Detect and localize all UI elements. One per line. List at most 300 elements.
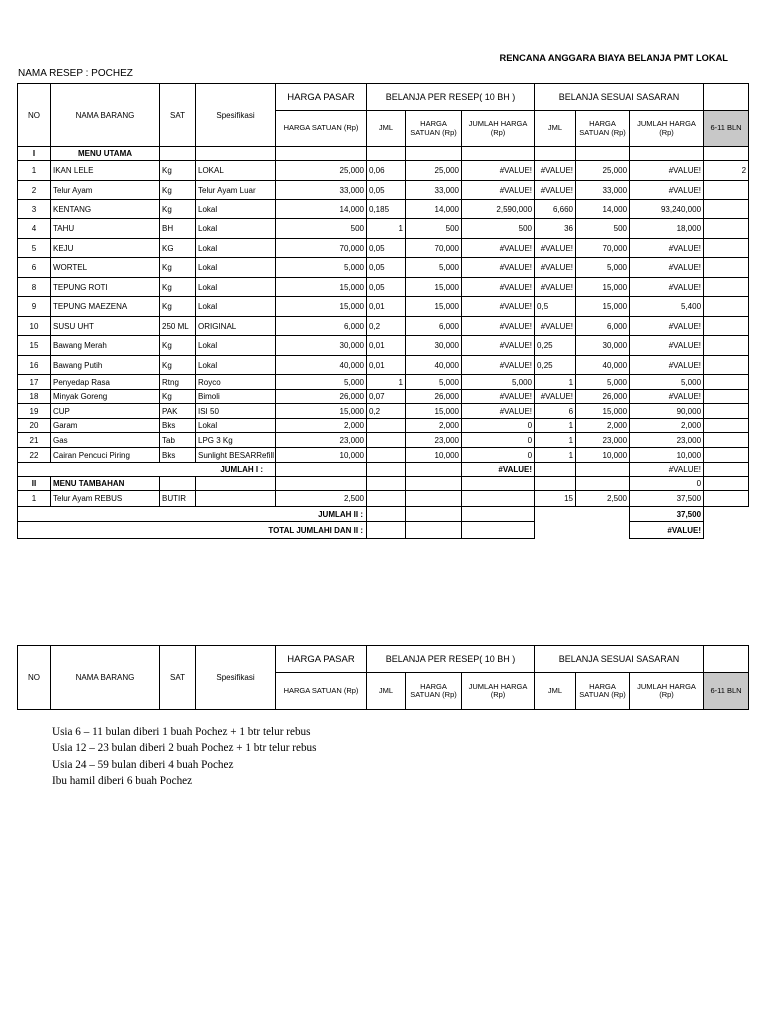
cell-harga-satuan-pasar: 14,000	[276, 200, 367, 219]
cell-usia-6-11-bln	[704, 181, 749, 200]
cell-jumlah-harga-sasaran: #VALUE!	[630, 239, 704, 258]
cell-jumlah-harga-sasaran: #VALUE!	[630, 356, 704, 375]
col-header-age-group: 6-11 BLN	[704, 111, 749, 147]
col-header-belanja-per-resep: BELANJA PER RESEP( 10 BH )	[367, 84, 535, 111]
empty-cell-spesifikasi	[196, 147, 276, 161]
cell-harga-satuan-pasar: 40,000	[276, 356, 367, 375]
cell-harga-satuan-pasar: 2,500	[276, 491, 367, 507]
cell-nama-barang: IKAN LELE	[51, 161, 160, 181]
cell-jml-sasaran: #VALUE!	[535, 239, 576, 258]
header-row-top	[18, 646, 749, 673]
cell-no: 18	[18, 390, 51, 404]
item-row	[18, 336, 749, 356]
total-row	[18, 522, 749, 539]
cell-nama-barang: Garam	[51, 419, 160, 433]
cell-harga-satuan-sasaran: 70,000	[576, 239, 630, 258]
empty-cell-spesifikasi	[196, 477, 276, 491]
cell-harga-satuan-sasaran: 40,000	[576, 356, 630, 375]
cell-harga-satuan-sasaran: 14,000	[576, 200, 630, 219]
cell-jml-resep: 1	[367, 375, 406, 390]
cell-harga-satuan-pasar: 15,000	[276, 278, 367, 297]
item-row	[18, 278, 749, 297]
cell-nama-barang: Gas	[51, 433, 160, 448]
cell-jml-resep: 0,05	[367, 181, 406, 200]
cell-jumlah-harga-sasaran: 5,000	[630, 375, 704, 390]
total-row-jumlah-harga-sasaran: #VALUE!	[630, 522, 704, 539]
cell-nama-barang: TEPUNG MAEZENA	[51, 297, 160, 317]
cell-no: 20	[18, 419, 51, 433]
section-number: II	[18, 477, 51, 491]
cell-jumlah-harga-resep: #VALUE!	[462, 390, 535, 404]
cell-harga-satuan-pasar: 33,000	[276, 181, 367, 200]
cell-spesifikasi: Lokal	[196, 356, 276, 375]
cell-harga-satuan-sasaran: 33,000	[576, 181, 630, 200]
empty-cell-harga-satuan-resep	[406, 477, 462, 491]
cell-nama-barang: Bawang Merah	[51, 336, 160, 356]
cell-spesifikasi: Sunlight BESARRefill	[196, 448, 276, 463]
col-header-spesifikasi: Spesifikasi	[196, 646, 276, 710]
cell-harga-satuan-pasar: 30,000	[276, 336, 367, 356]
cell-jml-sasaran: 1	[535, 448, 576, 463]
subtotal-jumlah-harga-resep: #VALUE!	[462, 463, 535, 477]
cell-no: 15	[18, 336, 51, 356]
empty-cell-jml-resep	[367, 147, 406, 161]
cell-harga-satuan-resep: 5,000	[406, 258, 462, 278]
empty-cell-jumlah-harga-resep	[462, 147, 535, 161]
cell-nama-barang: KEJU	[51, 239, 160, 258]
cell-usia-6-11-bln: 2	[704, 161, 749, 181]
cell-nama-barang: KENTANG	[51, 200, 160, 219]
cell-nama-barang: CUP	[51, 404, 160, 419]
cell-harga-satuan-sasaran: 15,000	[576, 297, 630, 317]
section-label: MENU UTAMA	[51, 147, 160, 161]
cell-usia-6-11-bln	[704, 278, 749, 297]
empty-header-cell	[704, 84, 749, 111]
empty-cell-usia-6-11-bln	[704, 463, 749, 477]
cell-usia-6-11-bln	[704, 297, 749, 317]
col-header-jumlah-harga-sasaran: JUMLAH HARGA (Rp)	[630, 673, 704, 710]
cell-usia-6-11-bln	[704, 258, 749, 278]
cell-jumlah-harga-sasaran: 93,240,000	[630, 200, 704, 219]
cell-sat: Kg	[160, 356, 196, 375]
cell-jumlah-harga-resep: 5,000	[462, 375, 535, 390]
cell-jumlah-harga-sasaran: #VALUE!	[630, 390, 704, 404]
section-label: MENU TAMBAHAN	[51, 477, 160, 491]
subtotal-label: JUMLAH I :	[18, 463, 276, 477]
item-row	[18, 219, 749, 239]
item-row	[18, 433, 749, 448]
empty-cell-harga-satuan-resep	[406, 522, 462, 539]
empty-cell-harga-satuan-sasaran	[576, 507, 630, 522]
cell-spesifikasi: Lokal	[196, 200, 276, 219]
cell-nama-barang: Cairan Pencuci Piring	[51, 448, 160, 463]
empty-cell-sat	[160, 477, 196, 491]
cell-spesifikasi: ISI 50	[196, 404, 276, 419]
cell-harga-satuan-resep: 26,000	[406, 390, 462, 404]
col-header-harga-satuan-pasar: HARGA SATUAN (Rp)	[276, 111, 367, 147]
cell-usia-6-11-bln	[704, 491, 749, 507]
cell-harga-satuan-sasaran: 6,000	[576, 317, 630, 336]
empty-cell-usia-6-11-bln	[704, 507, 749, 522]
cell-no: 10	[18, 317, 51, 336]
col-header-harga-satuan-sasaran: HARGA SATUAN (Rp)	[576, 673, 630, 710]
col-header-jml-sasaran: JML	[535, 673, 576, 710]
col-header-sat: SAT	[160, 646, 196, 710]
item-row	[18, 356, 749, 375]
subtotal-row-jumlah-harga-sasaran: 37,500	[630, 507, 704, 522]
cell-harga-satuan-sasaran: 26,000	[576, 390, 630, 404]
col-header-jumlah-harga-sasaran: JUMLAH HARGA (Rp)	[630, 111, 704, 147]
empty-cell-jumlah-harga-sasaran	[630, 147, 704, 161]
cell-jumlah-harga-resep: #VALUE!	[462, 161, 535, 181]
cell-jumlah-harga-sasaran: 90,000	[630, 404, 704, 419]
empty-cell-jml-sasaran	[535, 522, 576, 539]
cell-sat: Kg	[160, 161, 196, 181]
cell-harga-satuan-resep: 40,000	[406, 356, 462, 375]
cell-usia-6-11-bln	[704, 375, 749, 390]
item-row	[18, 297, 749, 317]
cell-harga-satuan-pasar: 25,000	[276, 161, 367, 181]
cell-jumlah-harga-resep: #VALUE!	[462, 181, 535, 200]
cell-jml-sasaran: #VALUE!	[535, 278, 576, 297]
empty-cell-jml-sasaran	[535, 463, 576, 477]
cell-no: 6	[18, 258, 51, 278]
cell-jml-sasaran: 0,5	[535, 297, 576, 317]
empty-header-cell	[704, 646, 749, 673]
cell-jumlah-harga-resep: #VALUE!	[462, 317, 535, 336]
budget-table	[17, 83, 749, 539]
cell-harga-satuan-sasaran: 5,000	[576, 375, 630, 390]
col-header-jml-sasaran: JML	[535, 111, 576, 147]
cell-no: 1	[18, 161, 51, 181]
cell-harga-satuan-pasar: 26,000	[276, 390, 367, 404]
col-header-harga-satuan-pasar: HARGA SATUAN (Rp)	[276, 673, 367, 710]
col-header-nama-barang: NAMA BARANG	[51, 84, 160, 147]
cell-harga-satuan-resep: 500	[406, 219, 462, 239]
cell-sat: Kg	[160, 278, 196, 297]
cell-harga-satuan-pasar: 2,000	[276, 419, 367, 433]
item-row	[18, 491, 749, 507]
cell-harga-satuan-resep: 70,000	[406, 239, 462, 258]
col-header-jumlah-harga-resep: JUMLAH HARGA (Rp)	[462, 673, 535, 710]
empty-cell-jml-resep	[367, 477, 406, 491]
cell-nama-barang: TEPUNG ROTI	[51, 278, 160, 297]
col-header-jml-resep: JML	[367, 111, 406, 147]
cell-harga-satuan-resep: 6,000	[406, 317, 462, 336]
cell-jml-sasaran: 15	[535, 491, 576, 507]
subtotal-row	[18, 507, 749, 522]
cell-jumlah-harga-resep: 0	[462, 448, 535, 463]
empty-cell-jml-sasaran	[535, 477, 576, 491]
cell-jml-resep: 0,05	[367, 278, 406, 297]
empty-cell-jml-sasaran	[535, 507, 576, 522]
cell-nama-barang: WORTEL	[51, 258, 160, 278]
cell-harga-satuan-sasaran: 2,000	[576, 419, 630, 433]
cell-nama-barang: Minyak Goreng	[51, 390, 160, 404]
cell-sat: Bks	[160, 419, 196, 433]
cell-jumlah-harga-resep	[462, 491, 535, 507]
item-row	[18, 258, 749, 278]
cell-harga-satuan-pasar: 6,000	[276, 317, 367, 336]
cell-jml-resep	[367, 448, 406, 463]
col-header-belanja-sesuai-sasaran: BELANJA SESUAI SASARAN	[535, 646, 704, 673]
cell-no: 1	[18, 491, 51, 507]
empty-cell-jml-sasaran	[535, 147, 576, 161]
cell-jml-resep	[367, 433, 406, 448]
cell-spesifikasi: LPG 3 Kg	[196, 433, 276, 448]
cell-harga-satuan-pasar: 15,000	[276, 404, 367, 419]
cell-jml-sasaran: 1	[535, 433, 576, 448]
note-line: Usia 24 – 59 bulan diberi 4 buah Pochez	[52, 758, 234, 771]
cell-harga-satuan-sasaran: 23,000	[576, 433, 630, 448]
item-row	[18, 239, 749, 258]
cell-jml-sasaran: 0,25	[535, 356, 576, 375]
cell-no: 22	[18, 448, 51, 463]
cell-harga-satuan-resep: 2,000	[406, 419, 462, 433]
cell-no: 17	[18, 375, 51, 390]
note-line: Usia 6 – 11 bulan diberi 1 buah Pochez + 1 btr telur rebus	[52, 726, 311, 738]
cell-jumlah-harga-resep: #VALUE!	[462, 404, 535, 419]
cell-sat: BUTIR	[160, 491, 196, 507]
section-row	[18, 147, 749, 161]
cell-harga-satuan-resep: 15,000	[406, 297, 462, 317]
cell-jml-resep: 0,01	[367, 356, 406, 375]
empty-cell-jml-resep	[367, 522, 406, 539]
table-body	[18, 147, 749, 539]
cell-jml-resep: 0,2	[367, 404, 406, 419]
table-header	[18, 84, 749, 147]
cell-harga-satuan-resep: 30,000	[406, 336, 462, 356]
empty-cell-jumlah-harga-resep	[462, 477, 535, 491]
document-title: RENCANA ANGGARA BIAYA BELANJA PMT LOKAL	[499, 53, 728, 63]
subtotal-row-label: JUMLAH II :	[18, 507, 367, 522]
cell-spesifikasi: Telur Ayam Luar	[196, 181, 276, 200]
recipe-name: NAMA RESEP : POCHEZ	[18, 68, 133, 79]
empty-cell-harga-satuan-sasaran	[576, 147, 630, 161]
col-header-spesifikasi: Spesifikasi	[196, 84, 276, 147]
cell-spesifikasi: Lokal	[196, 419, 276, 433]
cell-jml-sasaran: 1	[535, 375, 576, 390]
cell-jumlah-harga-sasaran: 23,000	[630, 433, 704, 448]
col-header-harga-satuan-sasaran: HARGA SATUAN (Rp)	[576, 111, 630, 147]
cell-jml-resep: 0,2	[367, 317, 406, 336]
item-row	[18, 375, 749, 390]
cell-sat: Rtng	[160, 375, 196, 390]
empty-cell-jumlah-harga-resep	[462, 522, 535, 539]
subtotal-row	[18, 463, 749, 477]
cell-usia-6-11-bln	[704, 239, 749, 258]
empty-cell-harga-satuan-pasar	[276, 463, 367, 477]
cell-sat: Tab	[160, 433, 196, 448]
cell-jumlah-harga-resep: 500	[462, 219, 535, 239]
cell-nama-barang: TAHU	[51, 219, 160, 239]
cell-jml-resep: 1	[367, 219, 406, 239]
empty-cell-usia-6-11-bln	[704, 147, 749, 161]
cell-sat: PAK	[160, 404, 196, 419]
cell-sat: KG	[160, 239, 196, 258]
cell-harga-satuan-sasaran: 10,000	[576, 448, 630, 463]
cell-jumlah-harga-sasaran: #VALUE!	[630, 258, 704, 278]
cell-harga-satuan-resep: 15,000	[406, 404, 462, 419]
cell-sat: Kg	[160, 390, 196, 404]
cell-no: 19	[18, 404, 51, 419]
cell-jml-resep	[367, 419, 406, 433]
cell-jml-resep: 0,07	[367, 390, 406, 404]
empty-cell-harga-satuan-sasaran	[576, 477, 630, 491]
cell-jml-resep: 0,01	[367, 336, 406, 356]
cell-sat: Bks	[160, 448, 196, 463]
cell-spesifikasi	[196, 491, 276, 507]
note-line: Ibu hamil diberi 6 buah Pochez	[52, 775, 193, 788]
cell-jml-sasaran: #VALUE!	[535, 161, 576, 181]
cell-jumlah-harga-sasaran: 37,500	[630, 491, 704, 507]
cell-jumlah-harga-resep: 0	[462, 419, 535, 433]
cell-jumlah-harga-sasaran: 5,400	[630, 297, 704, 317]
cell-harga-satuan-sasaran: 15,000	[576, 404, 630, 419]
col-header-no: NO	[18, 646, 51, 710]
cell-harga-satuan-sasaran: 30,000	[576, 336, 630, 356]
cell-harga-satuan-resep: 15,000	[406, 278, 462, 297]
empty-cell-jumlah-harga-resep	[462, 507, 535, 522]
cell-spesifikasi: ORIGINAL	[196, 317, 276, 336]
cell-spesifikasi: Lokal	[196, 239, 276, 258]
cell-sat: Kg	[160, 258, 196, 278]
cell-usia-6-11-bln	[704, 356, 749, 375]
empty-cell-harga-satuan-resep	[406, 463, 462, 477]
cell-harga-satuan-pasar: 70,000	[276, 239, 367, 258]
cell-usia-6-11-bln	[704, 390, 749, 404]
cell-jumlah-harga-sasaran: 10,000	[630, 448, 704, 463]
cell-usia-6-11-bln	[704, 433, 749, 448]
item-row	[18, 390, 749, 404]
section-number: I	[18, 147, 51, 161]
cell-sat: Kg	[160, 181, 196, 200]
cell-harga-satuan-pasar: 500	[276, 219, 367, 239]
cell-usia-6-11-bln	[704, 419, 749, 433]
cell-harga-satuan-pasar: 10,000	[276, 448, 367, 463]
cell-jumlah-harga-sasaran: #VALUE!	[630, 336, 704, 356]
cell-spesifikasi: Lokal	[196, 258, 276, 278]
cell-jumlah-harga-sasaran: #VALUE!	[630, 317, 704, 336]
cell-spesifikasi: Lokal	[196, 297, 276, 317]
cell-no: 9	[18, 297, 51, 317]
cell-nama-barang: Telur Ayam REBUS	[51, 491, 160, 507]
cell-nama-barang: Bawang Putih	[51, 356, 160, 375]
cell-sat: Kg	[160, 200, 196, 219]
empty-cell-harga-satuan-sasaran	[576, 522, 630, 539]
cell-usia-6-11-bln	[704, 448, 749, 463]
cell-harga-satuan-resep: 14,000	[406, 200, 462, 219]
cell-jml-sasaran: #VALUE!	[535, 181, 576, 200]
cell-jml-resep: 0,05	[367, 239, 406, 258]
cell-jml-resep: 0,01	[367, 297, 406, 317]
cell-jumlah-harga-resep: #VALUE!	[462, 258, 535, 278]
table-header	[18, 646, 749, 710]
cell-spesifikasi: Lokal	[196, 219, 276, 239]
cell-nama-barang: SUSU UHT	[51, 317, 160, 336]
cell-jml-sasaran: 6,660	[535, 200, 576, 219]
cell-sat: 250 ML	[160, 317, 196, 336]
item-row	[18, 448, 749, 463]
empty-cell-harga-satuan-pasar	[276, 477, 367, 491]
empty-cell-harga-satuan-resep	[406, 507, 462, 522]
cell-no: 4	[18, 219, 51, 239]
cell-harga-satuan-resep: 23,000	[406, 433, 462, 448]
cell-jumlah-harga-sasaran: #VALUE!	[630, 278, 704, 297]
cell-nama-barang: Telur Ayam	[51, 181, 160, 200]
cell-spesifikasi: Lokal	[196, 278, 276, 297]
cell-harga-satuan-resep: 5,000	[406, 375, 462, 390]
item-row	[18, 161, 749, 181]
cell-jumlah-harga-resep: #VALUE!	[462, 239, 535, 258]
cell-harga-satuan-resep	[406, 491, 462, 507]
cell-jumlah-harga-resep: #VALUE!	[462, 297, 535, 317]
cell-harga-satuan-pasar: 5,000	[276, 258, 367, 278]
cell-harga-satuan-pasar: 23,000	[276, 433, 367, 448]
cell-no: 16	[18, 356, 51, 375]
header-row-top	[18, 84, 749, 111]
cell-harga-satuan-sasaran: 25,000	[576, 161, 630, 181]
item-row	[18, 317, 749, 336]
cell-jumlah-harga-sasaran: 2,000	[630, 419, 704, 433]
cell-usia-6-11-bln	[704, 317, 749, 336]
empty-cell-jml-resep	[367, 463, 406, 477]
item-row	[18, 404, 749, 419]
cell-usia-6-11-bln	[704, 336, 749, 356]
cell-jumlah-harga-resep: 0	[462, 433, 535, 448]
note-line: Usia 12 – 23 bulan diberi 2 buah Pochez + 1 btr telur rebus	[52, 742, 317, 755]
item-row	[18, 419, 749, 433]
empty-cell-sat	[160, 147, 196, 161]
item-row	[18, 200, 749, 219]
col-header-belanja-sesuai-sasaran: BELANJA SESUAI SASARAN	[535, 84, 704, 111]
cell-no: 5	[18, 239, 51, 258]
cell-sat: Kg	[160, 336, 196, 356]
cell-usia-6-11-bln	[704, 404, 749, 419]
cell-jumlah-harga-resep: 2,590,000	[462, 200, 535, 219]
cell-jml-resep: 0,05	[367, 258, 406, 278]
cell-jml-sasaran: #VALUE!	[535, 258, 576, 278]
col-header-harga-satuan-resep: HARGA SATUAN (Rp)	[406, 673, 462, 710]
cell-jml-sasaran: 1	[535, 419, 576, 433]
empty-cell-harga-satuan-pasar	[276, 147, 367, 161]
cell-sat: BH	[160, 219, 196, 239]
cell-jml-sasaran: 6	[535, 404, 576, 419]
cell-jumlah-harga-sasaran: #VALUE!	[630, 161, 704, 181]
subtotal-jumlah-harga-sasaran: #VALUE!	[630, 463, 704, 477]
col-header-nama-barang: NAMA BARANG	[51, 646, 160, 710]
cell-no: 8	[18, 278, 51, 297]
cell-harga-satuan-sasaran: 5,000	[576, 258, 630, 278]
total-row-label: TOTAL JUMLAHI DAN II :	[18, 522, 367, 539]
cell-jml-sasaran: #VALUE!	[535, 317, 576, 336]
cell-jml-resep	[367, 491, 406, 507]
cell-no: 21	[18, 433, 51, 448]
col-header-harga-satuan-resep: HARGA SATUAN (Rp)	[406, 111, 462, 147]
cell-jumlah-harga-sasaran: #VALUE!	[630, 181, 704, 200]
cell-harga-satuan-resep: 33,000	[406, 181, 462, 200]
col-header-belanja-per-resep: BELANJA PER RESEP( 10 BH )	[367, 646, 535, 673]
cell-harga-satuan-resep: 25,000	[406, 161, 462, 181]
section-jumlah-harga-sasaran: 0	[630, 477, 704, 491]
col-header-sat: SAT	[160, 84, 196, 147]
cell-jml-sasaran: 0,25	[535, 336, 576, 356]
cell-jml-resep: 0,06	[367, 161, 406, 181]
cell-no: 3	[18, 200, 51, 219]
cell-jumlah-harga-resep: #VALUE!	[462, 278, 535, 297]
col-header-no: NO	[18, 84, 51, 147]
cell-spesifikasi: LOKAL	[196, 161, 276, 181]
